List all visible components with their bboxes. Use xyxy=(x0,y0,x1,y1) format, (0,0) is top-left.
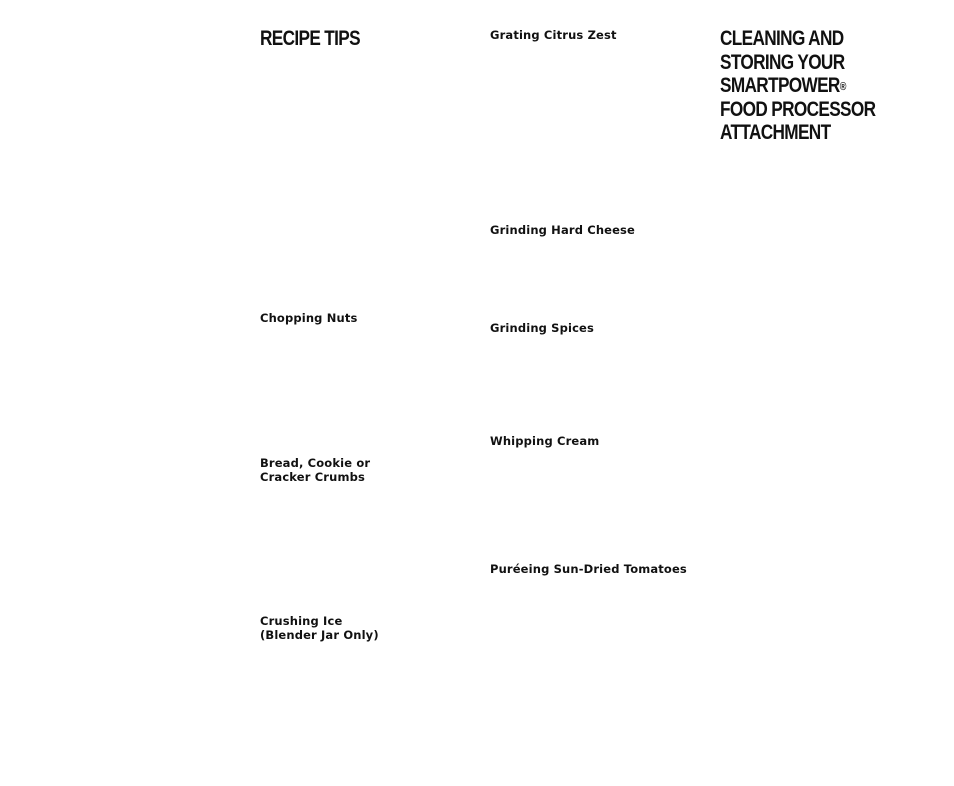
cleaning-title-line1: CLEANING AND xyxy=(720,27,844,50)
crushing-ice-label-line2: (Blender Jar Only) xyxy=(260,628,379,642)
cleaning-storing-heading xyxy=(720,27,875,145)
spices-heading xyxy=(490,321,594,335)
crumbs-label-line2: Cracker Crumbs xyxy=(260,470,365,484)
whipping-cream-heading xyxy=(490,434,599,448)
crumbs-label-line1: Bread, Cookie or xyxy=(260,456,371,470)
chopping-nuts-label: Chopping Nuts xyxy=(260,311,358,325)
registered-mark: ® xyxy=(839,81,847,93)
hard-cheese-heading xyxy=(490,223,635,237)
chopping-nuts-heading xyxy=(260,311,357,325)
cleaning-title-line5: ATTACHMENT xyxy=(720,121,831,144)
crumbs-heading xyxy=(260,456,370,484)
recipe-tips-title: RECIPE TIPS xyxy=(260,27,360,50)
citrus-zest-label: Grating Citrus Zest xyxy=(490,28,617,42)
tomatoes-label: Puréeing Sun-Dried Tomatoes xyxy=(490,562,687,576)
smartpower-text: SMARTPOWER xyxy=(720,74,840,97)
spices-label: Grinding Spices xyxy=(490,321,595,335)
cleaning-title-line3 xyxy=(720,74,875,98)
citrus-zest-heading xyxy=(490,28,617,42)
crushing-ice-heading xyxy=(260,614,379,642)
tomatoes-heading xyxy=(490,562,687,576)
hard-cheese-label: Grinding Hard Cheese xyxy=(490,223,635,237)
crushing-ice-label-line1: Crushing Ice xyxy=(260,614,343,628)
recipe-tips-heading xyxy=(260,27,360,51)
whipping-cream-label: Whipping Cream xyxy=(490,434,600,448)
cleaning-title-line2: STORING YOUR xyxy=(720,50,845,74)
cleaning-title-line4: FOOD PROCESSOR xyxy=(720,97,876,121)
